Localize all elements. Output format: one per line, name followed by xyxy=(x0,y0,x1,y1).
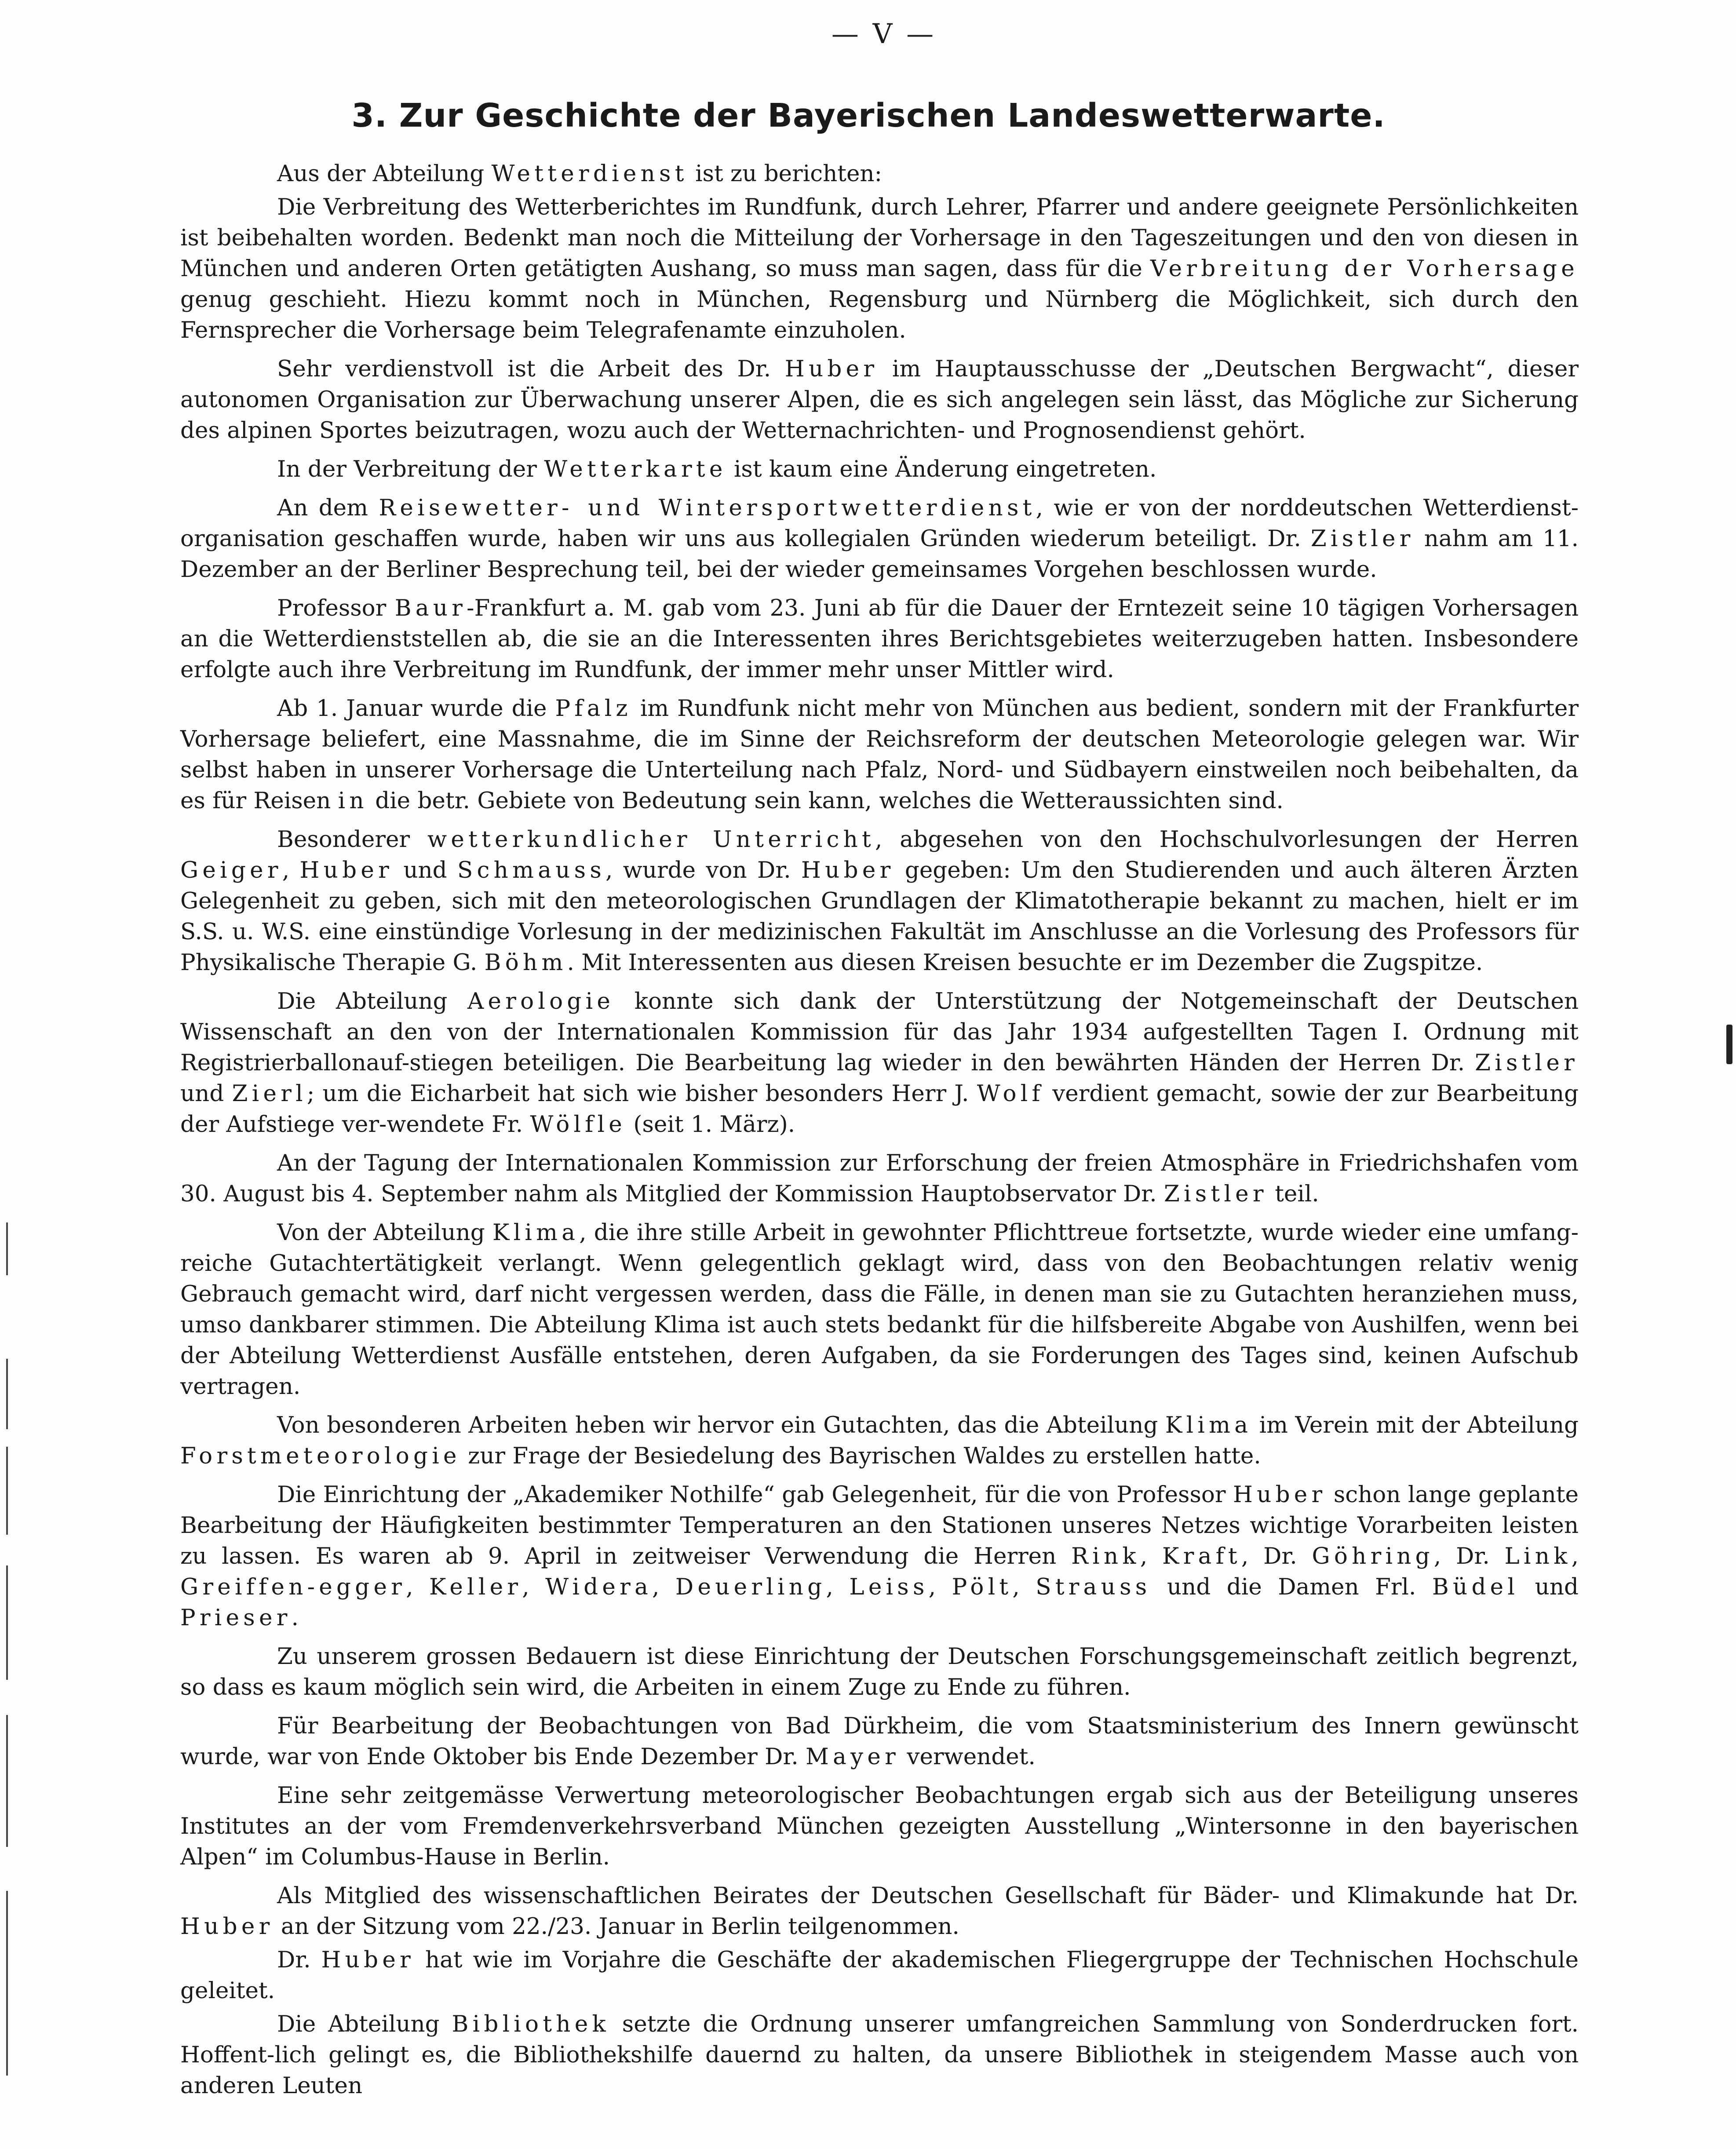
text-run: verwendet. xyxy=(900,1744,1036,1770)
paragraph xyxy=(180,354,1579,446)
spaced-emphasis: Wolf xyxy=(977,1080,1044,1107)
paragraph xyxy=(180,1880,1579,1942)
paragraph xyxy=(180,824,1579,978)
paragraph xyxy=(180,593,1579,685)
text-run: (seit 1. März). xyxy=(626,1111,795,1138)
paragraph xyxy=(180,1780,1579,1872)
text-run: An dem xyxy=(277,495,379,521)
spaced-emphasis: Greiffen-egger xyxy=(180,1574,406,1600)
text-run: Dr. xyxy=(277,1947,321,1973)
spaced-emphasis: Schmauss xyxy=(457,857,606,883)
text-run: konnte sich dank der Unterstützung der Notgemeinschaft der Deutschen Wissenschaft an den von der Internationalen Kommission für das Jahr 1934 aufgestellten Tagen I. Ordnung mit Registrierballonauf-stiegen beteiligen. Die Bearbeitung lag wieder in den bewährten Händen der Herren Dr. xyxy=(180,988,1579,1076)
paragraph xyxy=(180,1945,1579,2006)
spaced-emphasis: Pölt xyxy=(952,1574,1013,1600)
text-run: , xyxy=(652,1574,675,1600)
spaced-emphasis: Huber xyxy=(1233,1481,1327,1508)
spaced-emphasis: Leiss xyxy=(849,1574,929,1600)
text-run: und xyxy=(393,857,457,883)
text-run: . Mit Interessenten aus diesen Kreisen besuchte er im Dezember die Zugspitze. xyxy=(567,949,1483,976)
text-run: An der Tagung der Internationalen Kommission zur Erforschung der freien Atmosphäre in Friedrichshafen vom 30. August bis 4. September nahm als Mitglied der Kommission Hauptobservator Dr. xyxy=(180,1150,1579,1207)
spaced-emphasis: Mayer xyxy=(806,1744,900,1770)
spaced-emphasis: in xyxy=(338,788,368,814)
spaced-emphasis: Bibliothek xyxy=(452,2011,610,2037)
text-run: -Frankfurt a. M. gab vom 23. Juni ab für die Dauer der Erntezeit seine 10 tägigen Vorhersagen an die Wetterdienststellen ab, die sie an die Interessenten ihres Berichtsgebietes weiterzugeben hatten. Insbesondere erfolgte auch ihre Verbreitung im Rundfunk, der immer mehr unser Mittler wird. xyxy=(180,595,1579,683)
text-run: gegeben: Um den Studierenden und auch älteren Ärzten Gelegenheit zu geben, sich mit den meteorologischen Grundlagen der Klimatotherapie bekannt zu machen, hielt er im S.S. u. W.S. eine einstündige Vorlesung in der medizinischen Fakultät im Anschlusse an die Vorlesung des Professors für Physikalische Therapie G. xyxy=(180,857,1579,976)
text-run: Von der Abteilung xyxy=(277,1219,492,1246)
text-run: ; um die Eicharbeit hat sich wie bisher besonders Herr J. xyxy=(306,1080,977,1107)
text-run: , Dr. xyxy=(1241,1543,1312,1569)
text-run: , wurde von Dr. xyxy=(605,857,801,883)
spaced-emphasis: Verbreitung der Vorhersage xyxy=(1150,255,1579,282)
text-run: nahm am 11. Dezember an der Berliner Besprechung teil, bei der wieder gemeinsames Vorgehen beschlossen wurde. xyxy=(180,525,1579,583)
spaced-emphasis: Zistler xyxy=(1163,1181,1268,1207)
paragraph xyxy=(180,158,1579,189)
text-run: Von besonderen Arbeiten heben wir hervor ein Gutachten, das die Abteilung xyxy=(277,1412,1165,1438)
spaced-emphasis: Klima xyxy=(1165,1412,1252,1438)
spaced-emphasis: Huber xyxy=(321,1947,415,1973)
spaced-emphasis: Zistler xyxy=(1310,525,1415,552)
paragraph xyxy=(180,1711,1579,1772)
spaced-emphasis: Widera xyxy=(545,1574,653,1600)
text-run: zur Frage der Besiedelung des Bayrischen Waldes zu erstellen hatte. xyxy=(460,1443,1261,1469)
text-run: , xyxy=(928,1574,952,1600)
text-run: an der Sitzung vom 22./23. Januar in Berlin teilgenommen. xyxy=(274,1913,959,1940)
text-run: ist kaum eine Änderung eingetreten. xyxy=(726,456,1157,482)
text-run: Die Abteilung xyxy=(277,2011,452,2037)
text-run: , xyxy=(1012,1574,1036,1600)
spaced-emphasis: Klima xyxy=(492,1219,580,1246)
text-run: , die ihre stille Arbeit in gewohnter Pflichttreue fortsetzte, wurde wieder eine umfang-reiche Gutachtertätigkeit verlangt. Wenn gelegentlich geklagt wird, dass von den Beobachtungen relativ wenig Gebrauch gemacht wird, darf nicht vergessen werden, dass die Fälle, in denen man sie zu Gutachten heranziehen muss, umso dankbarer stimmen. Die Abteilung Klima ist auch stets bedankt für die hilfsbereite Abgabe von Aushilfen, wenn bei der Abteilung Wetterdienst Ausfälle entstehen, deren Aufgaben, da sie Forderungen des Tages sind, keinen Aufschub vertragen. xyxy=(180,1219,1579,1400)
paragraph xyxy=(180,1217,1579,1402)
spaced-emphasis: Huber xyxy=(299,857,393,883)
paragraph xyxy=(180,493,1579,585)
spaced-emphasis: Geiger xyxy=(180,857,282,883)
text-run: Aus der Abteilung xyxy=(277,161,492,187)
text-run: , Dr. xyxy=(1433,1543,1505,1569)
text-run: hat wie im Vorjahre die Geschäfte der akademischen Fliegergruppe der Technischen Hochschule geleitet. xyxy=(180,1947,1579,2004)
paragraph xyxy=(180,1641,1579,1703)
text-run: setzte die Ordnung unserer umfangreichen Sammlung von Sonderdrucken fort. Hoffent-lich gelingt es, die Bibliothekshilfe dauernd zu halten, da unsere Bibliothek in steigendem Masse auch von anderen Leuten xyxy=(180,2011,1579,2099)
text-run: , abgesehen von den Hochschulvorlesungen der Herren xyxy=(875,826,1579,853)
spaced-emphasis: Kraft xyxy=(1162,1543,1241,1569)
scan-edge-mark-right xyxy=(1726,1025,1732,1064)
spaced-emphasis: Büdel xyxy=(1432,1574,1519,1600)
text-run: . xyxy=(291,1605,299,1631)
spaced-emphasis: Aerologie xyxy=(467,988,615,1014)
spaced-emphasis: Zistler xyxy=(1475,1050,1579,1076)
spaced-emphasis: Wölfle xyxy=(530,1111,627,1138)
spaced-emphasis: Huber xyxy=(180,1913,274,1940)
text-run: im Hauptausschusse der „Deutschen Bergwacht“, dieser autonomen Organisation zur Überwachung unserer Alpen, die es sich angelegen sein lässt, das Mögliche zur Sicherung des alpinen Sportes beizutragen, wozu auch der Wetternachrichten- und Prognosendienst gehört. xyxy=(180,356,1579,444)
text-run: Die Verbreitung des Wetterberichtes im Rundfunk, durch Lehrer, Pfarrer und andere geeignete Persönlichkeiten ist beibehalten worden. Bedenkt man noch die Mitteilung der Vorhersage in den Tageszeitungen und den von diesen in München und anderen Orten getätigten Aushang, so muss man sagen, dass für die xyxy=(180,194,1579,282)
spaced-emphasis: Prieser xyxy=(180,1605,292,1631)
spaced-emphasis: Baur xyxy=(394,595,467,621)
text-run: und xyxy=(1519,1574,1579,1600)
spaced-emphasis: Deuerling xyxy=(675,1574,826,1600)
text-run: , wie er von der norddeutschen Wetterdienst-organisation geschaffen wurde, haben wir uns aus kollegialen Gründen wiederum beteiligt. Dr. xyxy=(180,495,1579,552)
spaced-emphasis: Zierl xyxy=(232,1080,307,1107)
text-run: Zu unserem grossen Bedauern ist diese Einrichtung der Deutschen Forschungsgemeinschaft zeitlich begrenzt, so dass es kaum möglich sein wird, die Arbeiten in einem Zuge zu Ende zu führen. xyxy=(180,1643,1579,1700)
spaced-emphasis: Böhm xyxy=(484,949,567,976)
text-run: Eine sehr zeitgemässe Verwertung meteorologischer Beobachtungen ergab sich aus der Beteiligung unseres Institutes an der vom Fremdenverkehrsverband München gezeigten Ausstellung „Wintersonne in den bayerischen Alpen“ im Columbus-Hause in Berlin. xyxy=(180,1782,1579,1870)
paragraph xyxy=(180,192,1579,346)
spaced-emphasis: Link xyxy=(1504,1543,1572,1569)
paragraph xyxy=(180,454,1579,485)
paragraph xyxy=(180,1148,1579,1209)
text-run: , xyxy=(1140,1543,1162,1569)
text-run: , xyxy=(826,1574,850,1600)
text-run: die betr. Gebiete von Bedeutung sein kann, welches die Wetteraussichten sind. xyxy=(368,788,1284,814)
spaced-emphasis: Rink xyxy=(1071,1543,1140,1569)
section-title: 3. Zur Geschichte der Bayerischen Landeswetterwarte. xyxy=(351,97,1386,135)
text-run: Als Mitglied des wissenschaftlichen Beirates der Deutschen Gesellschaft für Bäder- und Klimakunde hat Dr. xyxy=(277,1883,1579,1909)
text-run: Besonderer xyxy=(277,826,428,853)
paragraph xyxy=(180,693,1579,816)
body-text xyxy=(180,158,1579,2104)
text-run: Die Abteilung xyxy=(277,988,468,1014)
text-run: , xyxy=(406,1574,430,1600)
text-run: verdient gemacht, sowie der zur Bearbeitung der Aufstiege ver-wendete Fr. xyxy=(180,1080,1579,1138)
spaced-emphasis: Wetterkarte xyxy=(544,456,727,482)
spaced-emphasis: Keller xyxy=(429,1574,522,1600)
text-run: ist zu berichten: xyxy=(688,161,882,187)
spaced-emphasis: wetterkundlicher Unterricht xyxy=(427,826,875,853)
spaced-emphasis: Reisewetter- und Wintersportwetterdienst xyxy=(379,495,1036,521)
paragraph xyxy=(180,986,1579,1140)
text-run: , xyxy=(1571,1543,1579,1569)
spaced-emphasis: Wetterdienst xyxy=(491,161,688,187)
paragraph xyxy=(180,2009,1579,2101)
paragraph xyxy=(180,1410,1579,1471)
text-run: und die Damen Frl. xyxy=(1151,1574,1432,1600)
text-run: Die Einrichtung der „Akademiker Nothilfe“ gab Gelegenheit, für die von Professor xyxy=(277,1481,1233,1508)
paragraph xyxy=(180,1479,1579,1633)
text-run: Ab 1. Januar wurde die xyxy=(277,695,555,722)
text-run: Für Bearbeitung der Beobachtungen von Bad Dürkheim, die vom Staatsministerium des Innern gewünscht wurde, war von Ende Oktober bis Ende Dezember Dr. xyxy=(180,1713,1579,1770)
text-run: genug geschieht. Hiezu kommt noch in München, Regensburg und Nürnberg die Möglichkeit, sich durch den Fernsprecher die Vorhersage beim Telegrafenamte einzuholen. xyxy=(180,286,1579,343)
spaced-emphasis: Forstmeteorologie xyxy=(180,1443,461,1469)
spaced-emphasis: Strauss xyxy=(1036,1574,1151,1600)
text-run: schon lange geplante Bearbeitung der Häufigkeiten bestimmter Temperaturen an den Stationen unseres Netzes wichtige Vorarbeiten leisten zu lassen. Es waren ab 9. April in zeitweiser Verwendung die Herren xyxy=(180,1481,1579,1569)
text-run: teil. xyxy=(1267,1181,1319,1207)
spaced-emphasis: Pfalz xyxy=(555,695,632,722)
text-run: , xyxy=(522,1574,546,1600)
text-run: im Verein mit der Abteilung xyxy=(1252,1412,1579,1438)
text-run: im Rundfunk nicht mehr von München aus bedient, sondern mit der Frankfurter Vorhersage beliefert, eine Massnahme, die im Sinne der Reichsreform der deutschen Meteorologie gelegen war. Wir selbst haben in unserer Vorhersage die Unterteilung nach Pfalz, Nord- und Südbayern einstweilen noch beibehalten, da es für Reisen xyxy=(180,695,1579,814)
text-run: und xyxy=(180,1080,232,1107)
text-run: Sehr verdienstvoll ist die Arbeit des Dr. xyxy=(277,356,785,382)
page-number: — V — xyxy=(831,18,937,50)
spaced-emphasis: Göhring xyxy=(1312,1543,1434,1569)
text-run: Professor xyxy=(277,595,395,621)
scan-edge-marks xyxy=(0,0,26,2149)
spaced-emphasis: Huber xyxy=(801,857,895,883)
spaced-emphasis: Huber xyxy=(784,356,879,382)
text-run: , xyxy=(282,857,300,883)
text-run: In der Verbreitung der xyxy=(277,456,544,482)
